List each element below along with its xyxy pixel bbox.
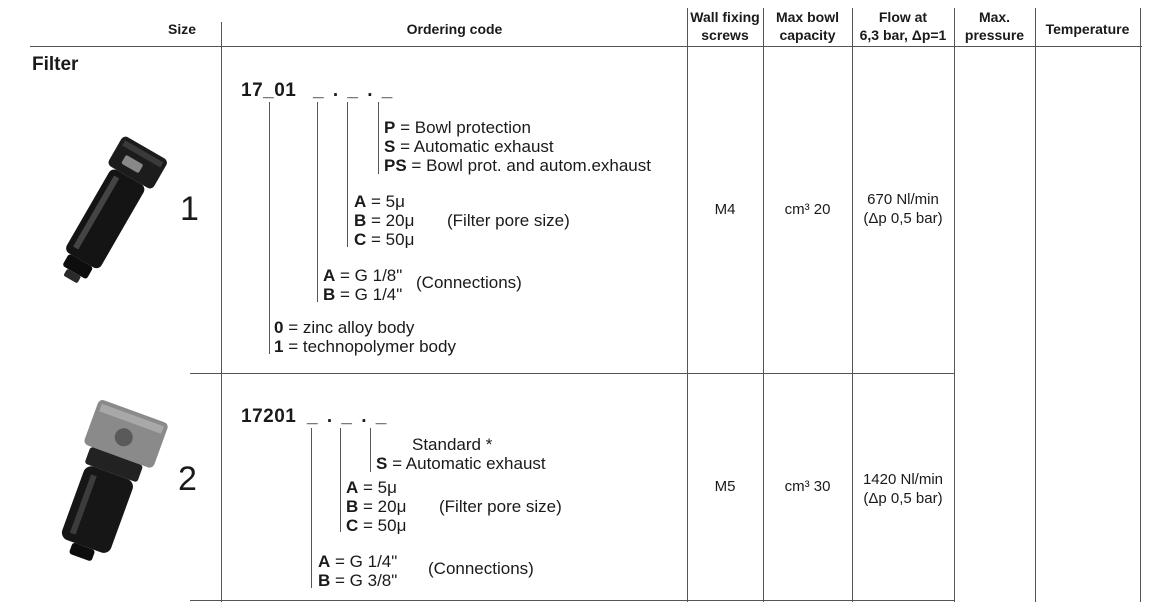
header-ordering-code bbox=[222, 20, 687, 38]
bowl-capacity-1: cm³ 20 bbox=[784, 201, 831, 218]
header-rule bbox=[30, 46, 1142, 47]
header-bowl-line1: Max bowl bbox=[775, 9, 839, 25]
bowl-capacity-2: cm³ 30 bbox=[784, 478, 831, 495]
table-bottom-rule bbox=[190, 600, 955, 601]
option-key: 0 bbox=[274, 318, 284, 337]
column-divider bbox=[1035, 8, 1036, 602]
option-text: = technopolymer body bbox=[288, 337, 456, 356]
wall-screws-1: M4 bbox=[714, 201, 736, 218]
option-key: B bbox=[354, 211, 367, 230]
header-size-label: Size bbox=[167, 21, 196, 37]
flow-condition: (Δp 0,5 bar) bbox=[863, 490, 943, 507]
option-text: = G 3/8" bbox=[335, 571, 398, 590]
option-key: S bbox=[376, 454, 388, 473]
ordering-code-2: 17201 bbox=[241, 406, 297, 427]
option-key: 1 bbox=[274, 337, 284, 356]
option-key: C bbox=[354, 230, 367, 249]
pore-label-1: (Filter pore size) bbox=[447, 211, 570, 230]
header-ordering-code-label: Ordering code bbox=[406, 21, 503, 37]
ordering-code-1-suffix: _ . _ . _ bbox=[313, 80, 395, 101]
pore-option bbox=[354, 211, 414, 230]
flow-1 bbox=[852, 190, 954, 228]
header-flow bbox=[852, 8, 954, 44]
ordering-code-2-suffix: _ . _ . _ bbox=[307, 406, 389, 427]
connection-option bbox=[323, 285, 402, 304]
pore-option bbox=[354, 192, 414, 211]
bowl-options-1 bbox=[384, 118, 651, 175]
bowl-option bbox=[384, 156, 651, 175]
pore-options-1 bbox=[354, 192, 414, 249]
pore-options-2 bbox=[346, 478, 406, 535]
header-pressure-line2: pressure bbox=[964, 27, 1025, 43]
option-text: = Bowl protection bbox=[400, 118, 531, 137]
bowl-option bbox=[384, 118, 651, 137]
option-text: = 50μ bbox=[363, 516, 407, 535]
bowl-option bbox=[384, 137, 651, 156]
column-divider bbox=[852, 8, 853, 602]
option-text: = 20μ bbox=[363, 497, 407, 516]
flow-value: 670 Nl/min bbox=[867, 191, 939, 208]
header-flow-line2: 6,3 bar, Δp=1 bbox=[859, 27, 947, 43]
header-bowl-line2: capacity bbox=[779, 27, 836, 43]
body-option bbox=[274, 318, 456, 337]
connection-options-2 bbox=[318, 552, 397, 590]
connection-option bbox=[318, 571, 397, 590]
header-pressure-line1: Max. bbox=[978, 9, 1011, 25]
option-text: = G 1/4" bbox=[340, 285, 403, 304]
flow-condition: (Δp 0,5 bar) bbox=[863, 210, 943, 227]
header-wall-fixing-line2: screws bbox=[701, 27, 749, 43]
code-tree-line bbox=[347, 102, 348, 247]
bowl-option bbox=[376, 454, 546, 473]
connection-option bbox=[323, 266, 402, 285]
option-text: = 50μ bbox=[371, 230, 415, 249]
connection-options-1 bbox=[323, 266, 402, 304]
column-divider bbox=[687, 8, 688, 602]
option-key: A bbox=[346, 478, 359, 497]
code-tree-line bbox=[370, 428, 371, 472]
header-temperature bbox=[1035, 20, 1140, 38]
connection-option bbox=[318, 552, 397, 571]
connection-label-2: (Connections) bbox=[428, 559, 534, 578]
option-key: B bbox=[323, 285, 336, 304]
ordering-code-1: 17_01 bbox=[241, 80, 297, 101]
flow-2 bbox=[852, 470, 954, 508]
pore-label-2: (Filter pore size) bbox=[439, 497, 562, 516]
bowl-options-2 bbox=[376, 454, 546, 473]
option-key: A bbox=[354, 192, 367, 211]
option-key: B bbox=[346, 497, 359, 516]
option-text: = G 1/4" bbox=[335, 552, 398, 571]
option-text: = Automatic exhaust bbox=[400, 137, 554, 156]
code-tree-line bbox=[269, 102, 270, 354]
flow-value: 1420 Nl/min bbox=[862, 471, 944, 488]
option-text: = Automatic exhaust bbox=[392, 454, 546, 473]
header-wall-fixing bbox=[687, 8, 763, 44]
pore-option bbox=[346, 478, 406, 497]
section-title: Filter bbox=[32, 54, 79, 75]
option-key: A bbox=[323, 266, 336, 285]
body-option bbox=[274, 337, 456, 356]
connection-label-1: (Connections) bbox=[416, 273, 522, 292]
header-temperature-label: Temperature bbox=[1045, 21, 1130, 37]
option-key: PS bbox=[384, 156, 407, 175]
option-key: P bbox=[384, 118, 396, 137]
code-tree-line bbox=[311, 428, 312, 588]
row-divider bbox=[190, 373, 955, 374]
option-text: = G 1/8" bbox=[340, 266, 403, 285]
header-size bbox=[150, 20, 214, 38]
option-key: S bbox=[384, 137, 396, 156]
header-bowl-capacity bbox=[763, 8, 852, 44]
column-divider bbox=[763, 8, 764, 602]
column-divider bbox=[221, 22, 222, 602]
size-number-1: 1 bbox=[180, 190, 199, 228]
header-flow-line1: Flow at bbox=[878, 9, 928, 25]
option-text: = 5μ bbox=[363, 478, 397, 497]
pore-option bbox=[346, 497, 406, 516]
filter-size1-image bbox=[36, 132, 172, 302]
code-tree-line bbox=[340, 428, 341, 532]
header-pressure bbox=[954, 8, 1035, 44]
pore-option bbox=[354, 230, 414, 249]
code-tree-line bbox=[378, 102, 379, 174]
body-options-1 bbox=[274, 318, 456, 356]
wall-screws-2: M5 bbox=[714, 478, 736, 495]
option-key: B bbox=[318, 571, 331, 590]
option-text: = Bowl prot. and autom.exhaust bbox=[411, 156, 651, 175]
option-key: A bbox=[318, 552, 331, 571]
standard-note-2: Standard * bbox=[412, 435, 493, 454]
column-divider bbox=[954, 8, 955, 602]
option-text: = zinc alloy body bbox=[288, 318, 415, 337]
column-divider bbox=[1140, 8, 1141, 602]
filter-size2-image bbox=[30, 400, 170, 570]
size-number-2: 2 bbox=[178, 460, 197, 498]
option-key: C bbox=[346, 516, 359, 535]
pore-option bbox=[346, 516, 406, 535]
code-tree-line bbox=[317, 102, 318, 302]
header-wall-fixing-line1: Wall fixing bbox=[690, 9, 760, 25]
option-text: = 20μ bbox=[371, 211, 415, 230]
option-text: = 5μ bbox=[371, 192, 405, 211]
